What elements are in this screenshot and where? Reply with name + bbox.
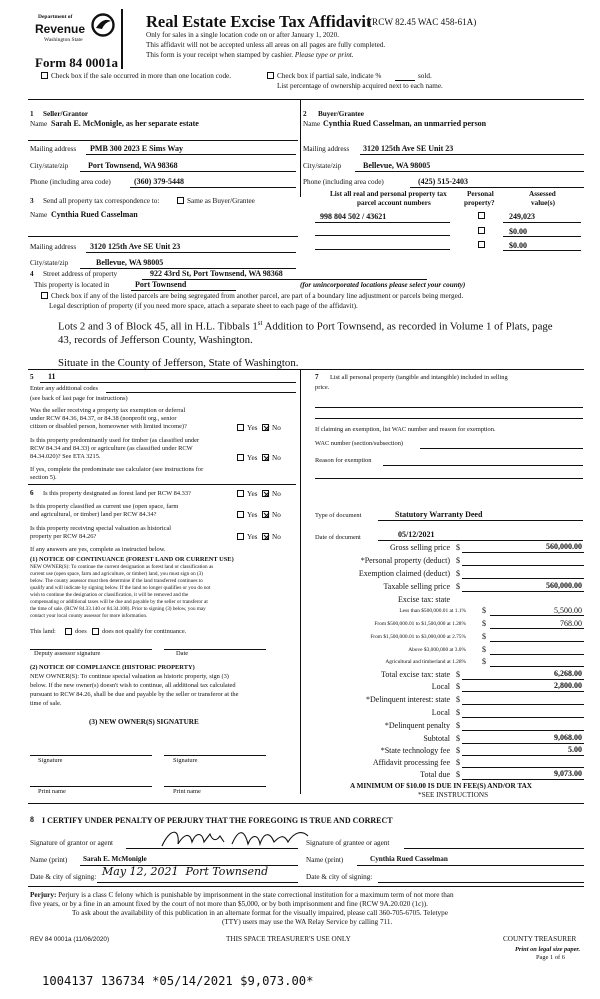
notice-line: qualify and will indicate by signing below. If the land no longer qualifies or you do not <box>30 585 211 591</box>
buyer-name-label: Name <box>303 120 321 128</box>
cashier-receipt-stamp: 1004137 136734 *05/14/2021 $9,073.00* <box>42 974 314 988</box>
current-use-no-checkbox[interactable] <box>262 511 269 518</box>
doc-type[interactable]: Statutory Warranty Deed <box>395 510 483 519</box>
wac-label: WAC number (section/subsection) <box>315 440 404 447</box>
accessibility-line-2: (TTY) users may use the WA Relay Service by calling 711. <box>222 918 393 926</box>
partial-sale-label: Check box if partial sale, indicate % <box>277 72 382 80</box>
q-exemption-1: Was the seller receiving a property tax exemption or deferral <box>30 407 186 414</box>
rule <box>360 154 584 155</box>
print-name-label: Print name <box>38 788 66 795</box>
seller-name-label: Name <box>30 120 48 128</box>
sec3-city[interactable]: Bellevue, WA 98005 <box>96 258 164 267</box>
grantee-date-label: Date & city of signing: <box>306 873 373 881</box>
rule <box>315 235 450 236</box>
rule <box>131 290 236 291</box>
yes-label: Yes <box>247 490 258 498</box>
page-number: Page 1 of 6 <box>536 954 565 961</box>
deputy-date-label: Date <box>176 650 189 657</box>
signature-label-2: Signature <box>173 757 198 764</box>
signature-label: Signature <box>38 757 63 764</box>
rule <box>315 222 450 223</box>
rule <box>86 154 296 155</box>
yes-label: Yes <box>247 454 258 462</box>
personal-col-header: Personal <box>467 190 494 198</box>
dollar-sign: $ <box>456 556 460 565</box>
any-yes-note: If any answers are yes, complete as instructed below. <box>30 546 166 553</box>
personal-prop-field[interactable] <box>315 407 583 408</box>
calc-note-1: If yes, complete the predominate use calculator (see instructions for <box>30 466 204 473</box>
grantee-sig-label: Signature of grantee or agent <box>306 839 390 847</box>
rule <box>40 382 296 383</box>
same-as-buyer-label: Same as Buyer/Grantee <box>187 197 255 205</box>
new-owner-sig-heading: (3) NEW OWNER(S) SIGNATURE <box>89 718 199 726</box>
calc-label: Excise tax: state <box>398 595 450 604</box>
parcel-value-1[interactable]: 249,023 <box>509 212 535 221</box>
personal-checkbox-1[interactable] <box>478 212 485 219</box>
notice-continuance-heading: (1) NOTICE OF CONTINUANCE (FOREST LAND OR CURRENT USE) <box>30 556 234 563</box>
header-note-3: This form is your receipt when stamped by cashier. Please type or print. <box>146 51 354 59</box>
q-current-use-2: and agricultural, or timber) land per RCW 84.34? <box>30 511 157 518</box>
historic-yes-checkbox[interactable] <box>237 533 244 540</box>
q-forest: Is this property designated as forest land per RCW 84.33? <box>43 490 191 497</box>
sec1-num: 1 <box>30 110 34 118</box>
notice-line: below. If the new owner(s) doesn't wish to continue, all additional tax calculated <box>30 682 236 689</box>
washington-logo-icon <box>91 13 115 37</box>
buyer-heading: Buyer/Grantee <box>318 110 364 118</box>
yes-label: Yes <box>247 511 258 519</box>
bracket-label: From $500,000.01 to $1,500,000 at 1.28% <box>374 621 466 627</box>
notice-line: compensating or additional taxes will be due and payable by the seller or transferor at <box>30 599 208 605</box>
rule <box>86 252 296 253</box>
bracket-value-5[interactable] <box>490 666 584 667</box>
sec3-name[interactable]: Cynthia Rued Casselman <box>51 210 138 219</box>
codes-label: Enter any additional codes <box>30 385 98 392</box>
sold-label: sold. <box>418 72 432 80</box>
county-treasurer: COUNTY TREASURER <box>503 935 577 943</box>
subtotal[interactable]: 9,068.00 <box>554 733 582 742</box>
rule <box>462 779 584 780</box>
forest-yes-checkbox[interactable] <box>237 490 244 497</box>
rule <box>28 484 296 485</box>
calc-label: Subtotal <box>423 734 450 743</box>
sec2-num: 2 <box>303 110 307 118</box>
dollar-sign: $ <box>456 543 460 552</box>
seller-mail[interactable]: PMB 300 2023 E Sims Way <box>90 144 183 153</box>
q-current-use-1: Is this property classified as current use (open space, farm <box>30 503 179 510</box>
seller-name[interactable]: Sarah E. McMonigle, as her separate estate <box>51 119 199 128</box>
calc-label: Local <box>431 708 450 717</box>
notice-compliance-heading: (2) NOTICE OF COMPLIANCE (HISTORIC PROPERTY) <box>30 664 195 671</box>
dollar-sign: $ <box>456 582 460 591</box>
notice-line: NEW OWNER(S): To continue the current designation as forest land or classification as <box>30 564 214 570</box>
rule <box>490 615 584 616</box>
multi-location-label: Check box if the sale occurred in more than one location code. <box>51 72 232 80</box>
seller-phone-label: Phone (including area code) <box>30 178 111 186</box>
col-divider <box>300 369 301 794</box>
segregated-checkbox[interactable] <box>41 292 48 299</box>
dollar-sign: $ <box>456 682 460 691</box>
dollar-sign: $ <box>456 708 460 717</box>
dollar-sign: $ <box>456 695 460 704</box>
dollar-sign: $ <box>456 758 460 767</box>
rule <box>28 99 584 100</box>
yes-label: Yes <box>247 533 258 541</box>
buyer-name[interactable]: Cynthia Rued Casselman, an unmarried person <box>323 119 487 128</box>
q-exemption-2: under RCW 84.36, 84.37, or 84.38 (nonprofit org., senior <box>30 415 177 422</box>
buyer-mail-label: Mailing address <box>303 145 350 153</box>
calc-label: *State technology fee <box>380 746 450 755</box>
sec3-city-label: City/state/zip <box>30 259 69 267</box>
print-name-label-2: Print name <box>173 788 201 795</box>
sec5-num: 5 <box>30 373 34 381</box>
dollar-sign: $ <box>482 619 486 628</box>
exemption-no-checkbox[interactable] <box>262 424 269 431</box>
new-owner-signature-field-2[interactable] <box>164 755 266 756</box>
rule <box>130 187 296 188</box>
exemption-yes-checkbox[interactable] <box>237 424 244 431</box>
no-label: No <box>272 454 281 462</box>
rule <box>462 691 584 692</box>
calc-label: Taxable selling price <box>383 582 450 591</box>
partial-sale-checkbox[interactable] <box>267 72 274 79</box>
parcel-col-header-2: parcel account numbers <box>357 199 431 207</box>
legal-desc-label: Legal description of property (if you need more space, attach a separate sheet to each page of the affidavit). <box>49 302 358 310</box>
dollar-sign: $ <box>456 670 460 679</box>
does-not-label: does not qualify for continuance. <box>102 628 187 635</box>
dollar-sign: $ <box>482 645 486 654</box>
land-does-not-checkbox[interactable] <box>92 628 99 635</box>
personal-col-header-2: property? <box>464 199 495 207</box>
parcel-acct-1[interactable]: 998 804 502 / 43621 <box>320 212 387 221</box>
new-owner-print-field-2[interactable] <box>164 786 266 787</box>
grantor-date-handwritten[interactable]: May 12, 2021 Port Townsend <box>102 865 269 878</box>
calc-note-2: section 5). <box>30 474 57 481</box>
calc-label: Local <box>431 682 450 691</box>
rule <box>28 140 298 141</box>
calc-label: Total due <box>420 770 450 779</box>
personal-prop-label-2: price. <box>315 384 330 391</box>
reason-field-2[interactable] <box>315 478 583 479</box>
assessed-col-header-2: value(s) <box>531 199 555 207</box>
grantee-print-name[interactable]: Cynthia Rued Casselman <box>370 855 448 863</box>
sec7-num: 7 <box>315 373 319 381</box>
sec3-mail[interactable]: 3120 125th Ave SE Unit 23 <box>90 242 181 251</box>
dollar-sign: $ <box>482 606 486 615</box>
perjury-line-1: Perjury: Perjury is a class C felony which is punishable by imprisonment in the state correctional institution for a maximum term of not more than <box>30 891 454 899</box>
rule <box>410 187 584 188</box>
location-code[interactable]: 11 <box>48 372 56 381</box>
rule <box>503 222 581 223</box>
sec8-num: 8 <box>30 815 34 824</box>
grantor-date-label: Date & city of signing: <box>30 873 97 881</box>
bracket-value-1[interactable]: 5,500.00 <box>554 606 582 615</box>
notice-line: the time of sale. (RCW 84.33.140 or 84.34.108). Prior to signing (3) below, you may <box>30 606 206 612</box>
deputy-label: Deputy assessor signature <box>34 650 101 657</box>
rule <box>462 552 584 553</box>
sec3-num: 3 <box>30 197 34 205</box>
grantor-signature-icon <box>158 826 314 852</box>
dollar-sign: $ <box>456 569 460 578</box>
bracket-label: From $1,500,000.01 to $3,000,000 at 2.75% <box>370 634 466 640</box>
dollar-sign: $ <box>456 770 460 779</box>
rule <box>462 591 584 592</box>
segregated-label: Check box if any of the listed parcels are being segregated from another parcel, are part of a boundary line adjustment or parcels being merged. <box>51 292 464 300</box>
rule <box>503 250 581 251</box>
legal-size-note: Print on legal size paper. <box>515 946 581 953</box>
dollar-sign: $ <box>456 746 460 755</box>
location-note: (for unincorporated locations please select your county) <box>300 281 466 289</box>
seller-city[interactable]: Port Townsend, WA 98368 <box>88 161 178 170</box>
new-owner-signature-field[interactable] <box>30 755 152 756</box>
logo-state: Washington State <box>44 37 83 43</box>
certify-statement: I CERTIFY UNDER PENALTY OF PERJURY THAT THE FOREGOING IS TRUE AND CORRECT <box>42 816 393 825</box>
codes-note: (see back of last page for instructions) <box>30 395 128 402</box>
calc-label: *Delinquent interest: state <box>366 695 450 704</box>
dollar-sign: $ <box>482 632 486 641</box>
bracket-value-2[interactable]: 768.00 <box>560 619 582 628</box>
doc-date-label: Date of document <box>315 534 361 541</box>
bracket-label: Agricultural and timberland at 1.28% <box>385 659 466 665</box>
rule <box>462 679 584 680</box>
delinquent-interest-local-field[interactable] <box>462 717 584 718</box>
notice-line: contact your local county assessor for more information. <box>30 613 148 619</box>
q-historic-2: property per RCW 84.26? <box>30 533 97 540</box>
treasurer-use-only: THIS SPACE TREASURER'S USE ONLY <box>226 935 351 943</box>
historic-no-checkbox[interactable] <box>262 533 269 540</box>
rule <box>28 236 298 237</box>
header-note-2: This affidavit will not be accepted unless all areas on all pages are fully completed. <box>146 41 386 49</box>
grantor-print-label: Name (print) <box>30 856 68 864</box>
personal-prop-label: List all personal property (tangible and intangible) included in selling <box>330 374 508 381</box>
rule <box>80 171 296 172</box>
reason-label: Reason for exemption <box>315 457 372 464</box>
bracket-label: Above $3,000,000 at 3.0% <box>408 647 466 653</box>
current-use-yes-checkbox[interactable] <box>237 511 244 518</box>
rule <box>462 755 584 756</box>
rule <box>28 369 584 370</box>
location-value[interactable]: Port Townsend <box>135 280 187 289</box>
doc-date[interactable]: 05/12/2021 <box>398 530 435 539</box>
buyer-phone-label: Phone (including area code) <box>303 178 384 186</box>
notice-line: time of sale. <box>30 700 62 707</box>
sec3-name-label: Name <box>30 211 48 219</box>
grantee-date-field[interactable] <box>378 882 584 883</box>
seller-mail-label: Mailing address <box>30 145 77 153</box>
rule <box>28 886 584 887</box>
notice-line: below. The county assessor must then determine if the land transferred continues to <box>30 578 203 584</box>
no-label: No <box>272 424 281 432</box>
calc-label: Total excise tax: state <box>381 670 450 679</box>
q-historic-1: Is this property receiving special valuation as historical <box>30 525 172 532</box>
total-excise-local[interactable]: 2,800.00 <box>554 681 582 690</box>
no-label: No <box>272 490 281 498</box>
calc-label: Gross selling price <box>390 543 450 552</box>
notice-line: NEW OWNER(S): To continue special valuation as historic property, sign (3) <box>30 673 229 680</box>
buyer-phone[interactable]: (425) 515-2403 <box>418 177 468 186</box>
parcel-col-header: List all real and personal property tax <box>330 190 447 198</box>
same-as-buyer-checkbox[interactable] <box>177 197 184 204</box>
sec4-num: 4 <box>30 270 34 278</box>
form-revision: REV 84 0001a (11/06/2020) <box>30 936 110 943</box>
accessibility-line-1: To ask about the availability of this publication in an alternate format for the visually impaired, please call 360-705-6705. Teletype <box>72 909 448 917</box>
rule <box>106 392 296 393</box>
notice-line: pursuant to RCW 84.26, shall be due and payable by the seller or transferor at the <box>30 691 239 698</box>
q-timber-2: RCW 84.34 and 84.33) or agriculture (as classified under RCW <box>30 445 193 452</box>
location-label: This property is located in <box>34 281 110 289</box>
bracket-label: Less than $500,000.01 at 1.1% <box>399 608 466 614</box>
calc-label: Affidavit processing fee <box>372 758 450 767</box>
rule <box>490 628 584 629</box>
rule <box>357 865 584 866</box>
rule <box>378 520 583 521</box>
sec3-mail-label: Mailing address <box>30 243 77 251</box>
personal-checkbox-3[interactable] <box>478 241 485 248</box>
buyer-city[interactable]: Bellevue, WA 98005 <box>363 161 431 170</box>
rule <box>503 236 581 237</box>
logo-dept: Department of <box>38 14 73 20</box>
delinquent-penalty-field[interactable] <box>462 730 584 731</box>
seller-city-label: City/state/zip <box>30 162 69 170</box>
rule <box>315 249 450 250</box>
does-label: does <box>75 628 87 635</box>
calc-label: *Personal property (deduct) <box>360 556 450 565</box>
wac-field[interactable] <box>420 448 583 449</box>
land-does-checkbox[interactable] <box>65 628 72 635</box>
grantee-signature-field[interactable] <box>404 848 584 849</box>
grantor-sig-label: Signature of grantor or agent <box>30 839 114 847</box>
q-timber-3: 84.34.020)? See ETA 3215. <box>30 453 101 460</box>
legal-desc-line-3[interactable]: Situate in the County of Jefferson, State of Washington. <box>58 357 299 369</box>
yes-label: Yes <box>247 424 258 432</box>
see-instructions-note: *SEE INSTRUCTIONS <box>418 791 489 799</box>
street-label: Street address of property <box>43 270 118 278</box>
forest-no-checkbox[interactable] <box>262 490 269 497</box>
perjury-line-2: five years, or by a fine in an amount fixed by the court of not more than $5,000, or by both imprisonment and fine (RCW 9A.20.020 (1c)). <box>30 900 428 908</box>
taxable-selling-price[interactable]: 560,000.00 <box>546 581 582 590</box>
technology-fee[interactable]: 5.00 <box>568 745 582 754</box>
timber-no-checkbox[interactable] <box>262 454 269 461</box>
assessed-col-header: Assessed <box>529 190 556 198</box>
form-title: Real Estate Excise Tax Affidavit <box>146 12 372 31</box>
ownership-note: List percentage of ownership acquired next to each name. <box>277 82 443 90</box>
personal-deduct-field[interactable] <box>462 565 584 566</box>
legal-desc-line-1[interactable]: Lots 2 and 3 of Block 45, all in H.L. Tibbals 1st Addition to Port Townsend, as recorded in Volume 1 of Plats, page <box>58 319 553 333</box>
sec6-num: 6 <box>30 489 34 497</box>
header-note-1: Only for sales in a single location code on or after January 1, 2020. <box>146 31 340 39</box>
grantor-print-name[interactable]: Sarah E. McMonigle <box>83 855 147 863</box>
no-label: No <box>272 533 281 541</box>
personal-checkbox-2[interactable] <box>478 227 485 234</box>
exemption-deduct-field[interactable] <box>462 578 584 579</box>
rule <box>97 882 298 883</box>
parcel-value-3[interactable]: $0.00 <box>509 241 527 250</box>
buyer-mail[interactable]: 3120 125th Ave SE Unit 23 <box>363 144 454 153</box>
no-label: No <box>272 511 281 519</box>
this-land-label: This land: <box>30 628 56 635</box>
calc-label: *Delinquent penalty <box>384 721 450 730</box>
multi-location-checkbox[interactable] <box>41 72 48 79</box>
total-excise-state[interactable]: 6,268.00 <box>554 669 582 678</box>
reason-field[interactable] <box>383 465 583 466</box>
rule <box>28 803 584 804</box>
dollar-sign: $ <box>456 721 460 730</box>
personal-prop-field-2[interactable] <box>315 418 583 419</box>
dollar-sign: $ <box>482 657 486 666</box>
total-due[interactable]: 9,073.00 <box>554 769 582 778</box>
legal-desc-line-2[interactable]: 43, records of Jefferson County, Washington. <box>58 334 253 346</box>
grantee-print-label: Name (print) <box>306 856 344 864</box>
bracket-value-3[interactable] <box>490 641 584 642</box>
seller-phone[interactable]: (360) 379-5448 <box>134 177 184 186</box>
property-street[interactable]: 922 43rd St, Port Townsend, WA 98368 <box>150 269 283 278</box>
col-divider <box>300 99 301 197</box>
buyer-city-label: City/state/zip <box>303 162 342 170</box>
parcel-value-2[interactable]: $0.00 <box>509 227 527 236</box>
notice-line: current use (open space, farm and agriculture, or timber) land, you must sign on (3) <box>30 571 204 577</box>
q-exemption-3: citizen or disabled person, homeowner with limited income)? <box>30 423 187 430</box>
form-rcw: (RCW 82.45 WAC 458-61A) <box>369 17 477 27</box>
bracket-value-4[interactable] <box>490 654 584 655</box>
rule <box>462 743 584 744</box>
q-timber-1: Is this property predominantly used for timber (as classified under <box>30 437 200 444</box>
affidavit-fee-field[interactable] <box>462 767 584 768</box>
min-fee-note: A MINIMUM OF $10.00 IS DUE IN FEE(S) AND/OR TAX <box>350 782 532 790</box>
rule <box>355 171 584 172</box>
seller-heading: Seller/Grantor <box>43 110 89 118</box>
exemption-note: If claiming an exemption, list WAC number and reason for exemption. <box>315 426 496 433</box>
doc-type-label: Type of document <box>315 512 362 519</box>
notice-line: wish to continue the designation or classification, it will be removed and the <box>30 592 189 598</box>
gross-selling-price[interactable]: 560,000.00 <box>546 542 582 551</box>
header-divider <box>121 9 123 69</box>
new-owner-print-field[interactable] <box>30 786 152 787</box>
rule <box>378 540 583 541</box>
logo-revenue: Revenue <box>35 22 86 36</box>
delinquent-interest-state-field[interactable] <box>462 704 584 705</box>
sec3-text: Send all property tax correspondence to: <box>43 197 160 205</box>
partial-pct-field[interactable] <box>395 80 415 81</box>
form-number: Form 84 0001a <box>35 55 119 70</box>
calc-label: Exemption claimed (deduct) <box>358 569 450 578</box>
dollar-sign: $ <box>456 734 460 743</box>
timber-yes-checkbox[interactable] <box>237 454 244 461</box>
